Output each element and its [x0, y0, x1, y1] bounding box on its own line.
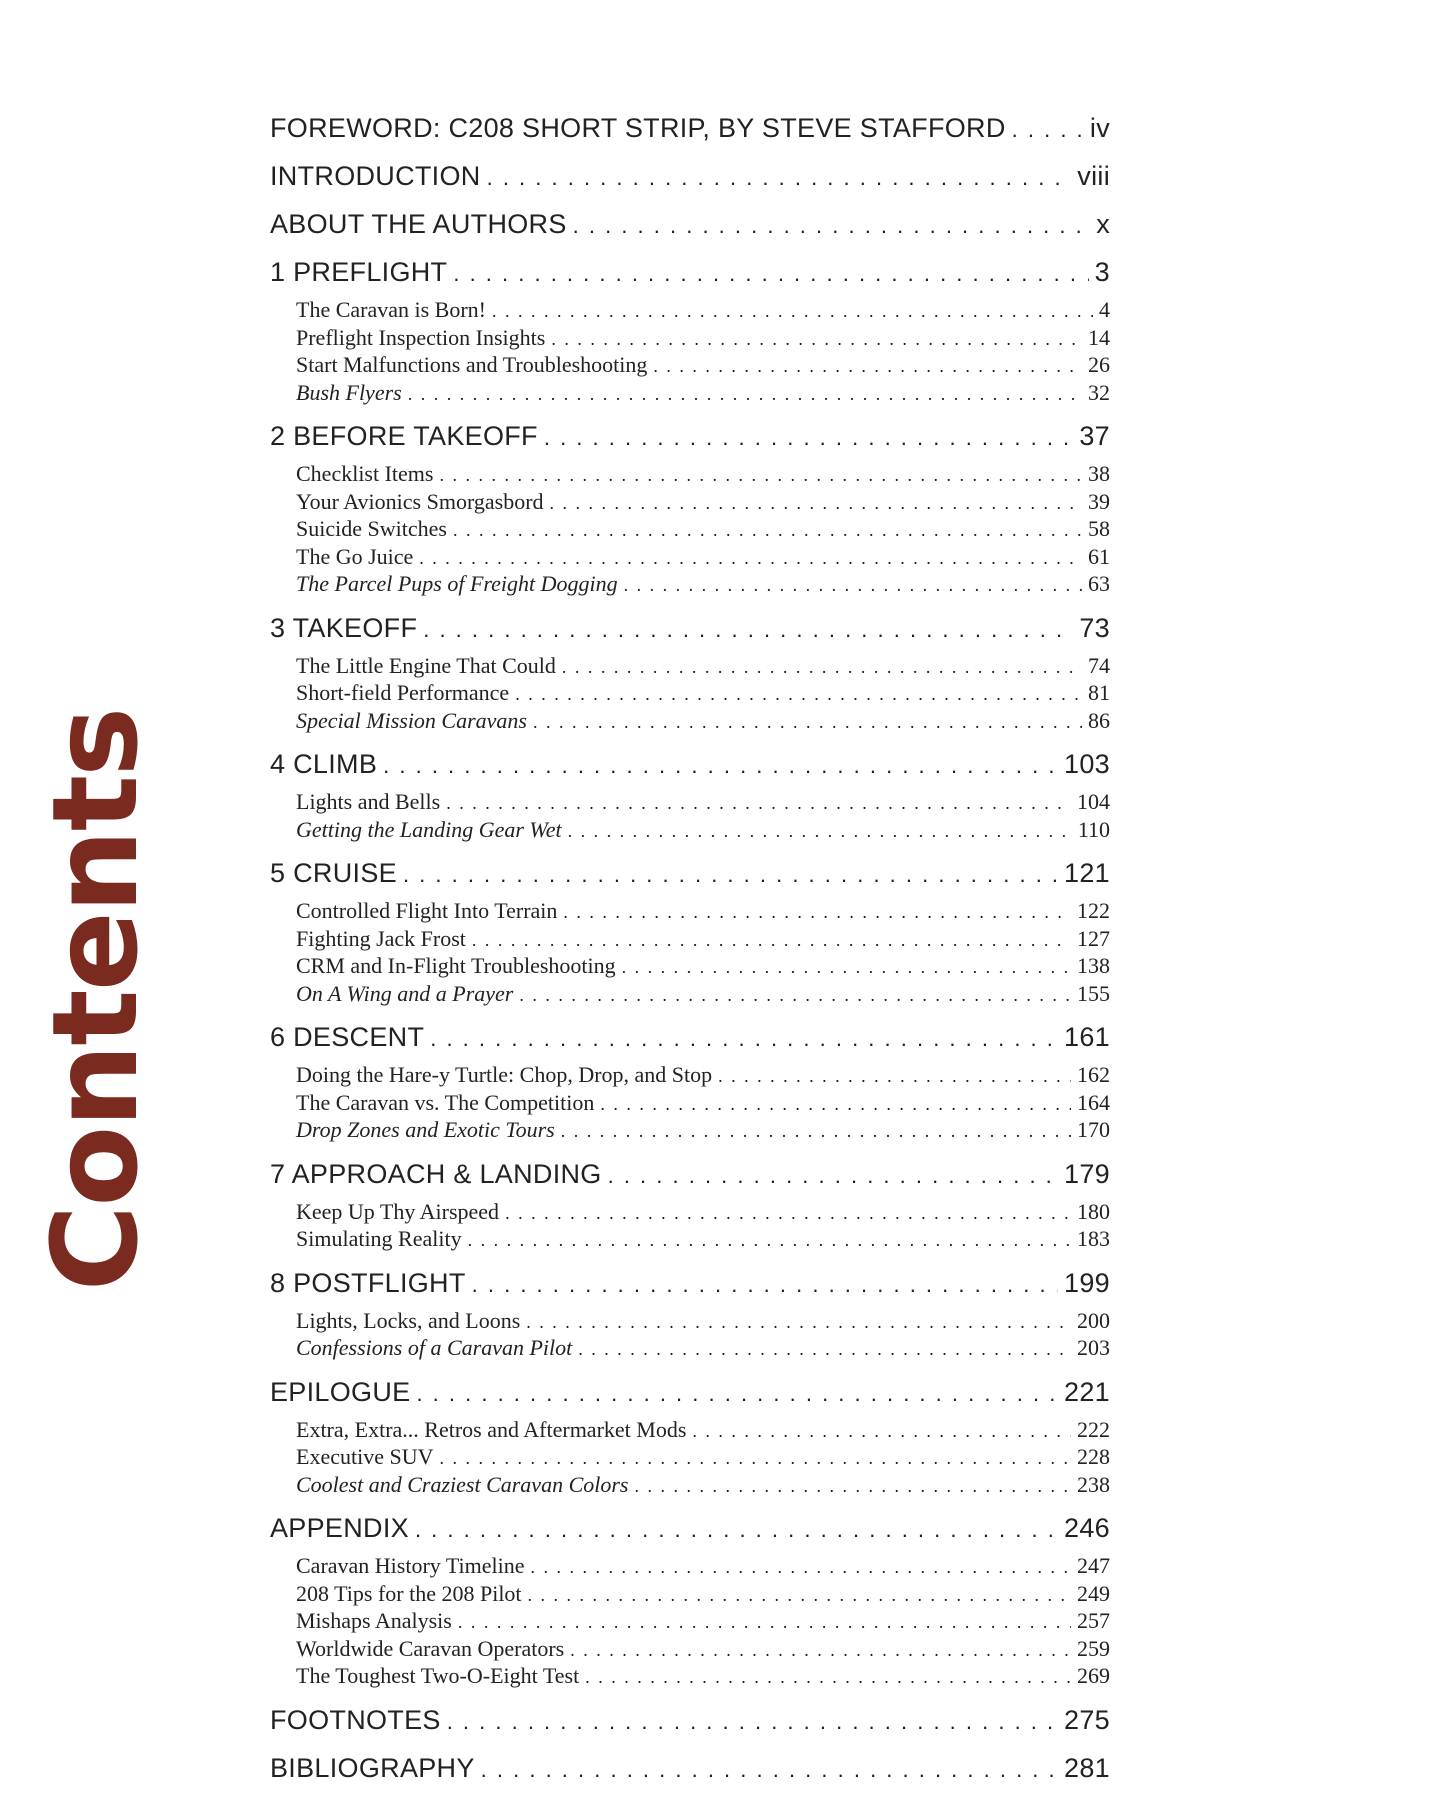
- toc-chapter-title: 8 POSTFLIGHT: [270, 1267, 466, 1298]
- toc-chapter-entry: [270, 740, 1110, 788]
- toc-subentry-page: 74: [1088, 652, 1110, 678]
- toc-subentry-page: 200: [1077, 1307, 1110, 1333]
- toc-dot-leader: [415, 1506, 1058, 1554]
- toc-subentry: [270, 488, 1110, 516]
- toc-subentry-page: 247: [1077, 1553, 1110, 1578]
- toc-subentry-title: Drop Zones and Exotic Tours: [296, 1117, 555, 1142]
- toc-section: [270, 1696, 1110, 1744]
- toc-dot-leader: [600, 1091, 1071, 1119]
- toc-chapter-title: FOREWORD: C208 SHORT STRIP, BY STEVE STAFFORD: [270, 113, 1006, 143]
- toc-subentry: [270, 543, 1110, 571]
- toc-dot-leader: [447, 1698, 1058, 1746]
- toc-subentry-title: Keep Up Thy Airspeed: [296, 1198, 500, 1224]
- toc-dot-leader: [419, 545, 1082, 573]
- toc-subentry: [270, 980, 1110, 1008]
- toc-chapter-title: 7 APPROACH & LANDING: [270, 1158, 602, 1189]
- toc-subentry-page: 164: [1077, 1089, 1110, 1115]
- toc-subentry-title: The Caravan is Born!: [296, 297, 486, 322]
- toc-chapter-entry: [270, 200, 1110, 248]
- toc-subentry-title: Special Mission Caravans: [296, 707, 527, 733]
- toc-subentry-title: Lights and Bells: [296, 789, 441, 814]
- toc-chapter-title: FOOTNOTES: [270, 1704, 441, 1735]
- toc-subentry-title: Lights, Locks, and Loons: [296, 1307, 521, 1333]
- toc-subentry-title: Bush Flyers: [296, 379, 402, 405]
- toc-dot-leader: [439, 1445, 1071, 1473]
- toc-subentry-title: Short-field Performance: [296, 680, 510, 705]
- toc-subentry-title: The Toughest Two-O-Eight Test: [296, 1663, 580, 1688]
- toc-dot-leader: [570, 1637, 1071, 1665]
- toc-dot-leader: [531, 1554, 1071, 1582]
- toc-subentry: [270, 570, 1110, 598]
- toc-dot-leader: [472, 1261, 1058, 1309]
- toc-subentry: [270, 324, 1110, 352]
- toc-subentry-title: Mishaps Analysis: [296, 1608, 452, 1633]
- toc-dot-leader: [533, 709, 1082, 737]
- toc-subentry: [270, 296, 1110, 324]
- toc-subentry-title: Getting the Landing Gear Wet: [296, 816, 562, 842]
- toc-chapter-title: EPILOGUE: [270, 1376, 411, 1407]
- toc-subentry: [270, 1198, 1110, 1226]
- toc-chapter-entry: [270, 1013, 1110, 1061]
- toc-chapter-title: BIBLIOGRAPHY: [270, 1752, 475, 1783]
- toc-subentry-page: 39: [1088, 488, 1110, 514]
- toc-dot-leader: [585, 1664, 1071, 1692]
- toc-chapter-page: 221: [1064, 1376, 1110, 1407]
- toc-chapter-page: 73: [1079, 612, 1110, 643]
- toc-section: [270, 412, 1110, 598]
- toc-chapter-title: 4 CLIMB: [270, 749, 378, 779]
- toc-dot-leader: [578, 1336, 1071, 1364]
- toc-chapter-entry: [270, 1696, 1110, 1744]
- toc-chapter-page: viii: [1077, 161, 1110, 191]
- toc-chapter-entry: [270, 412, 1110, 460]
- toc-subentry-page: 257: [1077, 1608, 1110, 1633]
- toc-chapter-entry: [270, 1150, 1110, 1198]
- toc-chapter-page: 121: [1064, 858, 1110, 888]
- toc-subentry-title: The Little Engine That Could: [296, 652, 556, 678]
- toc-subentry: [270, 1580, 1110, 1608]
- toc-chapter-page: 246: [1064, 1513, 1110, 1543]
- toc-subentry: [270, 1061, 1110, 1089]
- toc-subentry-page: 222: [1077, 1416, 1110, 1442]
- toc-dot-leader: [568, 818, 1072, 846]
- toc-dot-leader: [562, 654, 1082, 682]
- toc-dot-leader: [458, 1609, 1071, 1637]
- toc-dot-leader: [519, 982, 1071, 1010]
- toc-chapter-entry: [270, 1259, 1110, 1307]
- toc-subentry-title: Caravan History Timeline: [296, 1553, 525, 1578]
- toc-subentry-page: 14: [1088, 324, 1110, 350]
- toc-dot-leader: [1012, 106, 1084, 154]
- toc-dot-leader: [408, 381, 1082, 409]
- toc-dot-leader: [468, 1227, 1071, 1255]
- toc-subentry-page: 26: [1088, 352, 1110, 377]
- toc-subentry: [270, 1116, 1110, 1144]
- toc-dot-leader: [487, 154, 1072, 202]
- toc-chapter-title: INTRODUCTION: [270, 161, 481, 191]
- toc-chapter-page: 37: [1079, 421, 1110, 451]
- table-of-contents: [270, 104, 1110, 1792]
- toc-dot-leader: [453, 250, 1088, 298]
- toc-dot-leader: [563, 899, 1071, 927]
- toc-subentry-title: Suicide Switches: [296, 516, 447, 541]
- toc-subentry-title: The Parcel Pups of Freight Dogging: [296, 571, 618, 596]
- toc-dot-leader: [526, 1309, 1071, 1337]
- toc-subentry-title: Start Malfunctions and Troubleshooting: [296, 352, 648, 377]
- toc-subentry: [270, 1307, 1110, 1335]
- toc-subentry-page: 138: [1077, 953, 1110, 978]
- toc-subentry: [270, 351, 1110, 379]
- toc-dot-leader: [505, 1200, 1071, 1228]
- toc-dot-leader: [416, 1370, 1058, 1418]
- toc-chapter-entry: [270, 1504, 1110, 1552]
- toc-dot-leader: [573, 202, 1091, 250]
- toc-subentry-title: The Go Juice: [296, 543, 414, 569]
- toc-dot-leader: [544, 414, 1074, 462]
- toc-dot-leader: [634, 1473, 1071, 1501]
- toc-dot-leader: [453, 517, 1082, 545]
- toc-subentry: [270, 897, 1110, 925]
- toc-subentry: [270, 1443, 1110, 1471]
- toc-subentry-page: 122: [1077, 898, 1110, 923]
- toc-subentry-page: 162: [1077, 1062, 1110, 1087]
- toc-subentry-page: 86: [1088, 707, 1110, 733]
- toc-subentry-page: 63: [1088, 571, 1110, 596]
- toc-dot-leader: [515, 681, 1082, 709]
- toc-subentry-page: 170: [1077, 1117, 1110, 1142]
- toc-subentry-page: 203: [1077, 1335, 1110, 1360]
- toc-dot-leader: [528, 1582, 1071, 1610]
- toc-chapter-title: 5 CRUISE: [270, 858, 397, 888]
- toc-chapter-page: 3: [1094, 257, 1110, 287]
- toc-chapter-title: 1 PREFLIGHT: [270, 257, 448, 287]
- toc-subentry-title: Extra, Extra... Retros and Aftermarket Mods: [296, 1416, 687, 1442]
- toc-subentry-page: 127: [1077, 925, 1110, 951]
- toc-section: [270, 152, 1110, 200]
- toc-chapter-page: 199: [1064, 1267, 1110, 1298]
- toc-subentry: [270, 379, 1110, 407]
- toc-chapter-entry: [270, 248, 1110, 296]
- toc-dot-leader: [439, 462, 1082, 490]
- toc-subentry: [270, 1089, 1110, 1117]
- toc-dot-leader: [430, 1015, 1058, 1063]
- toc-dot-leader: [718, 1063, 1071, 1091]
- toc-subentry: [270, 460, 1110, 488]
- toc-subentry: [270, 1334, 1110, 1362]
- toc-subentry: [270, 816, 1110, 844]
- toc-chapter-entry: [270, 604, 1110, 652]
- toc-dot-leader: [551, 326, 1082, 354]
- toc-subentry-title: Simulating Reality: [296, 1226, 462, 1251]
- toc-subentry-title: Confessions of a Caravan Pilot: [296, 1335, 573, 1360]
- toc-dot-leader: [653, 353, 1082, 381]
- toc-chapter-entry: [270, 152, 1110, 200]
- toc-dot-leader: [608, 1152, 1058, 1200]
- toc-chapter-entry: [270, 1368, 1110, 1416]
- toc-subentry-page: 110: [1077, 816, 1110, 842]
- toc-chapter-page: 161: [1064, 1022, 1110, 1052]
- toc-subentry-page: 228: [1077, 1444, 1110, 1469]
- toc-chapter-page: x: [1096, 209, 1110, 239]
- toc-subentry-title: Coolest and Craziest Caravan Colors: [296, 1471, 629, 1497]
- toc-dot-leader: [492, 298, 1093, 326]
- toc-subentry: [270, 952, 1110, 980]
- toc-subentry: [270, 788, 1110, 816]
- toc-subentry-title: Controlled Flight Into Terrain: [296, 898, 558, 923]
- toc-dot-leader: [472, 927, 1071, 955]
- toc-subentry: [270, 1607, 1110, 1635]
- toc-dot-leader: [550, 490, 1082, 518]
- toc-subentry: [270, 1416, 1110, 1444]
- toc-subentry: [270, 1471, 1110, 1499]
- toc-dot-leader: [423, 606, 1073, 654]
- toc-subentry-page: 249: [1077, 1580, 1110, 1606]
- toc-subentry-page: 61: [1088, 543, 1110, 569]
- toc-subentry-title: Fighting Jack Frost: [296, 925, 466, 951]
- toc-subentry-page: 4: [1099, 297, 1110, 322]
- toc-dot-leader: [624, 572, 1082, 600]
- toc-chapter-title: APPENDIX: [270, 1513, 409, 1543]
- toc-chapter-entry: [270, 104, 1110, 152]
- toc-chapter-title: 2 BEFORE TAKEOFF: [270, 421, 538, 451]
- toc-subentry-page: 38: [1088, 461, 1110, 486]
- toc-subentry-title: Your Avionics Smorgasbord: [296, 488, 544, 514]
- toc-chapter-page: 281: [1064, 1752, 1110, 1783]
- toc-subentry-title: The Caravan vs. The Competition: [296, 1089, 595, 1115]
- toc-chapter-title: 6 DESCENT: [270, 1022, 425, 1052]
- toc-subentry: [270, 1552, 1110, 1580]
- toc-subentry-page: 32: [1088, 379, 1110, 405]
- toc-subentry-page: 104: [1077, 789, 1110, 814]
- toc-subentry-page: 238: [1077, 1471, 1110, 1497]
- toc-chapter-title: ABOUT THE AUTHORS: [270, 209, 567, 239]
- toc-subentry-page: 155: [1077, 980, 1110, 1006]
- toc-section: [270, 1013, 1110, 1144]
- toc-dot-leader: [403, 851, 1058, 899]
- toc-chapter-entry: [270, 1744, 1110, 1792]
- toc-section: [270, 740, 1110, 843]
- toc-subentry-page: 269: [1077, 1663, 1110, 1688]
- toc-subentry: [270, 652, 1110, 680]
- toc-subentry-page: 183: [1077, 1226, 1110, 1251]
- toc-subentry-title: Doing the Hare-y Turtle: Chop, Drop, and Stop: [296, 1062, 713, 1087]
- toc-dot-leader: [561, 1118, 1071, 1146]
- toc-section: [270, 849, 1110, 1007]
- toc-section: [270, 1744, 1110, 1792]
- toc-section: [270, 248, 1110, 406]
- toc-subentry-title: On A Wing and a Prayer: [296, 980, 514, 1006]
- toc-section: [270, 604, 1110, 735]
- toc-section: [270, 200, 1110, 248]
- toc-subentry-title: Preflight Inspection Insights: [296, 324, 546, 350]
- toc-chapter-page: 103: [1064, 749, 1110, 779]
- toc-chapter-entry: [270, 849, 1110, 897]
- toc-subentry: [270, 1225, 1110, 1253]
- toc-subentry-page: 81: [1088, 680, 1110, 705]
- toc-subentry-title: Checklist Items: [296, 461, 434, 486]
- toc-dot-leader: [692, 1418, 1071, 1446]
- toc-subentry: [270, 707, 1110, 735]
- toc-dot-leader: [481, 1746, 1058, 1794]
- toc-chapter-page: 179: [1064, 1158, 1110, 1189]
- toc-dot-leader: [383, 742, 1058, 790]
- toc-subentry-page: 180: [1077, 1198, 1110, 1224]
- toc-subentry: [270, 925, 1110, 953]
- toc-subentry: [270, 679, 1110, 707]
- toc-subentry-title: Executive SUV: [296, 1444, 434, 1469]
- toc-subentry: [270, 1662, 1110, 1690]
- toc-section: [270, 1259, 1110, 1362]
- toc-dot-leader: [446, 790, 1071, 818]
- toc-section: [270, 104, 1110, 152]
- toc-section: [270, 1368, 1110, 1499]
- toc-chapter-page: iv: [1089, 113, 1110, 143]
- toc-dot-leader: [622, 954, 1071, 982]
- toc-chapter-page: 275: [1064, 1704, 1110, 1735]
- toc-subentry-title: Worldwide Caravan Operators: [296, 1635, 565, 1661]
- toc-subentry: [270, 515, 1110, 543]
- toc-subentry-title: 208 Tips for the 208 Pilot: [296, 1580, 522, 1606]
- toc-subentry: [270, 1635, 1110, 1663]
- contents-side-title-text: Contents: [26, 708, 164, 1292]
- toc-subentry-title: CRM and In-Flight Troubleshooting: [296, 953, 616, 978]
- toc-subentry-page: 58: [1088, 516, 1110, 541]
- toc-chapter-title: 3 TAKEOFF: [270, 612, 418, 643]
- toc-subentry-page: 259: [1077, 1635, 1110, 1661]
- toc-section: [270, 1150, 1110, 1253]
- toc-section: [270, 1504, 1110, 1690]
